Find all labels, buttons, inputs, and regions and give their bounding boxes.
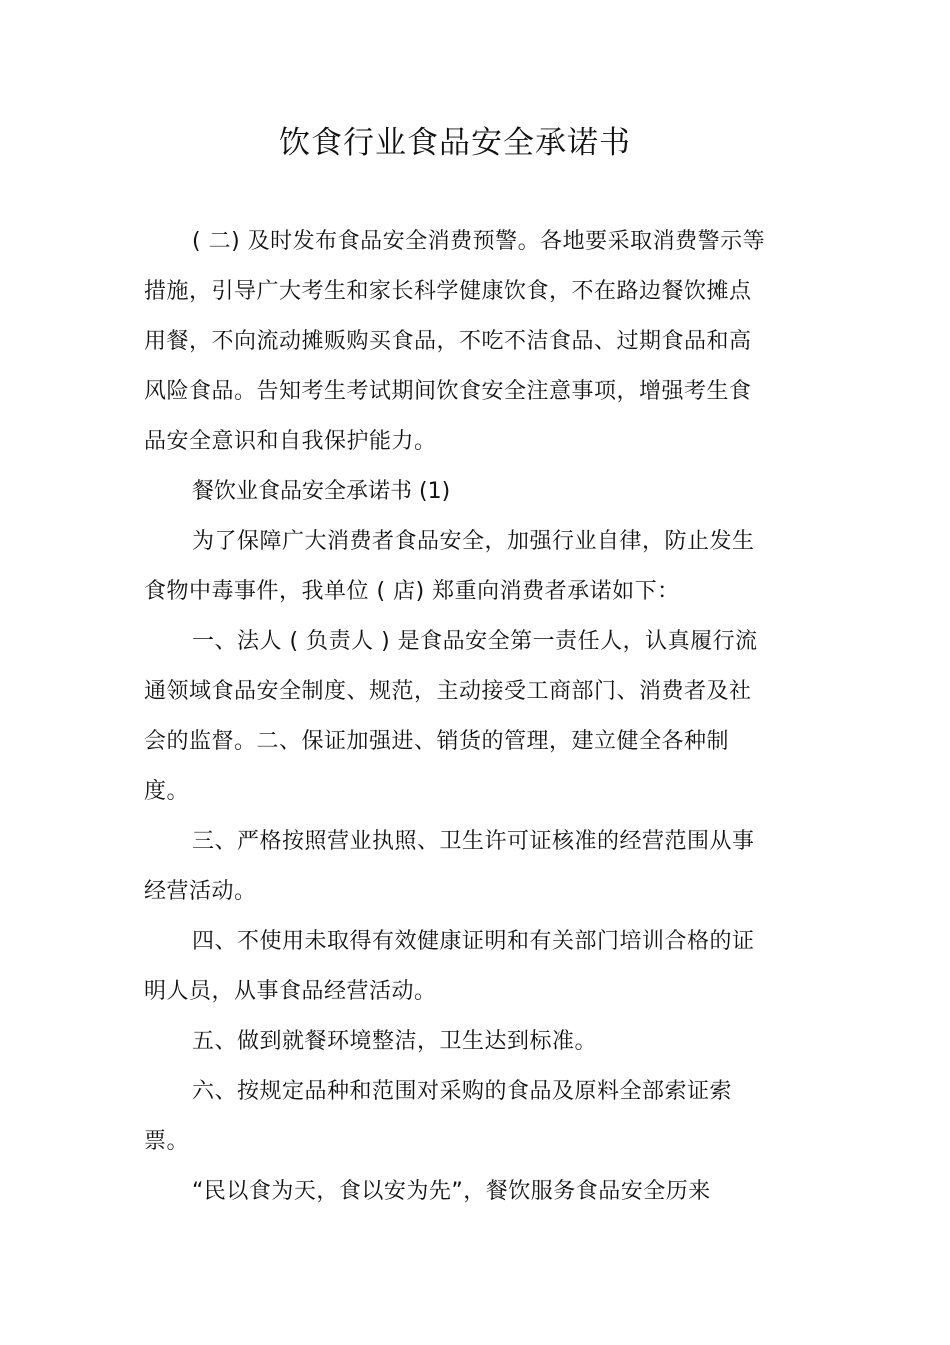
- paragraph-closing: “民以食为天，食以安为先”，餐饮服务食品安全历来: [192, 1179, 711, 1204]
- paragraph-item-5: 五、做到就餐环境整洁，卫生达到标准。: [192, 1029, 598, 1054]
- document-title: 饮食行业食品安全承诺书: [279, 125, 631, 161]
- paragraph-item-1-2: 一、法人 ( 负责人 ) 是食品安全第一责任人，认真履行流通领域食品安全制度、规范，主动接受工商部门、消费者及社会的监督。二、保证加强进、销货的管理，建立健全各种制度。: [144, 629, 758, 804]
- paragraph-intro: 为了保障广大消费者食品安全，加强行业自律，防止发生食物中毒事件，我单位 ( 店) 郑重向消费者承诺如下：: [144, 529, 755, 604]
- document-body: [144, 217, 769, 1217]
- paragraph-consumption-warning: ( 二) 及时发布食品安全消费预警。各地要采取消费警示等措施，引导广大考生和家长科学健康饮食，不在路边餐饮摊点用餐，不向流动摊贩购买食品，不吃不洁食品、过期食品和高风险食品。告知考生考试期间饮食安全注意事项，增强考生食品安全意识和自我保护能力。: [144, 229, 766, 454]
- paragraph-item-3: 三、严格按照营业执照、卫生许可证核准的经营范围从事经营活动。: [144, 829, 755, 904]
- paragraph-item-6: 六、按规定品种和范围对采购的食品及原料全部索证索票。: [144, 1079, 733, 1154]
- paragraph-subtitle: 餐饮业食品安全承诺书 (1): [192, 479, 451, 504]
- paragraph-item-4: 四、不使用未取得有效健康证明和有关部门培训合格的证明人员，从事食品经营活动。: [144, 929, 755, 1004]
